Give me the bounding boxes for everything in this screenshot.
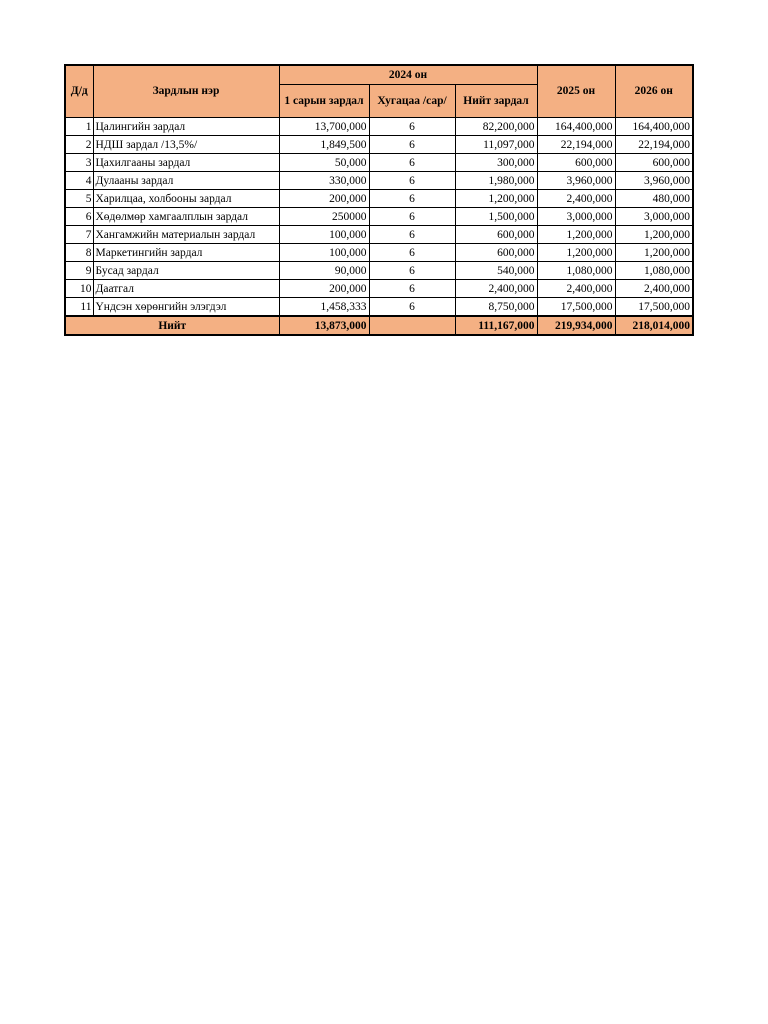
duration-months: 6 — [369, 262, 455, 280]
cost-2025: 1,200,000 — [537, 226, 615, 244]
row-number: 2 — [65, 136, 93, 154]
total-cost: 11,097,000 — [455, 136, 537, 154]
duration-months: 6 — [369, 172, 455, 190]
row-number: 9 — [65, 262, 93, 280]
table-row — [65, 298, 693, 317]
duration-months: 6 — [369, 280, 455, 298]
monthly-cost: 100,000 — [279, 226, 369, 244]
total-cost: 1,500,000 — [455, 208, 537, 226]
expense-name: Даатгал — [93, 280, 279, 298]
cost-2025: 22,194,000 — [537, 136, 615, 154]
total-cost: 2,400,000 — [455, 280, 537, 298]
header-total-cost: Нийт зардал — [455, 85, 537, 118]
expense-table — [64, 64, 694, 336]
monthly-cost: 1,458,333 — [279, 298, 369, 317]
duration-months: 6 — [369, 298, 455, 317]
cost-2026: 22,194,000 — [615, 136, 693, 154]
total-2026: 218,014,000 — [615, 316, 693, 335]
table-row — [65, 262, 693, 280]
total-2025: 219,934,000 — [537, 316, 615, 335]
monthly-cost: 200,000 — [279, 280, 369, 298]
table-row — [65, 208, 693, 226]
monthly-cost: 100,000 — [279, 244, 369, 262]
row-number: 5 — [65, 190, 93, 208]
duration-months: 6 — [369, 208, 455, 226]
total-row — [65, 316, 693, 335]
total-duration — [369, 316, 455, 335]
monthly-cost: 90,000 — [279, 262, 369, 280]
cost-2026: 164,400,000 — [615, 118, 693, 136]
cost-2026: 2,400,000 — [615, 280, 693, 298]
cost-2026: 17,500,000 — [615, 298, 693, 317]
duration-months: 6 — [369, 190, 455, 208]
duration-months: 6 — [369, 154, 455, 172]
row-number: 6 — [65, 208, 93, 226]
cost-2025: 2,400,000 — [537, 280, 615, 298]
row-number: 10 — [65, 280, 93, 298]
total-cost: 300,000 — [455, 154, 537, 172]
monthly-cost: 13,700,000 — [279, 118, 369, 136]
cost-2025: 3,960,000 — [537, 172, 615, 190]
header-expense-name: Зардлын нэр — [93, 65, 279, 118]
expense-name: Үндсэн хөрөнгийн элэгдэл — [93, 298, 279, 317]
row-number: 8 — [65, 244, 93, 262]
total-cost: 540,000 — [455, 262, 537, 280]
monthly-cost: 50,000 — [279, 154, 369, 172]
cost-2026: 3,000,000 — [615, 208, 693, 226]
header-duration: Хугацаа /сар/ — [369, 85, 455, 118]
monthly-cost: 200,000 — [279, 190, 369, 208]
expense-name: Цахилгааны зардал — [93, 154, 279, 172]
monthly-cost: 250000 — [279, 208, 369, 226]
monthly-cost: 330,000 — [279, 172, 369, 190]
table-row — [65, 136, 693, 154]
cost-2026: 480,000 — [615, 190, 693, 208]
total-cost: 1,200,000 — [455, 190, 537, 208]
row-number: 11 — [65, 298, 93, 317]
table-row — [65, 280, 693, 298]
expense-name: Хөдөлмөр хамгаалплын зардал — [93, 208, 279, 226]
table-body — [65, 118, 693, 317]
duration-months: 6 — [369, 118, 455, 136]
cost-2025: 2,400,000 — [537, 190, 615, 208]
expense-name: Дулааны зардал — [93, 172, 279, 190]
header-no: Д/д — [65, 65, 93, 118]
duration-months: 6 — [369, 226, 455, 244]
cost-2025: 1,080,000 — [537, 262, 615, 280]
cost-2026: 3,960,000 — [615, 172, 693, 190]
table-row — [65, 172, 693, 190]
cost-2025: 3,000,000 — [537, 208, 615, 226]
cost-2026: 1,200,000 — [615, 226, 693, 244]
total-label: Нийт — [65, 316, 279, 335]
table-row — [65, 244, 693, 262]
expense-name: Бусад зардал — [93, 262, 279, 280]
table-row — [65, 190, 693, 208]
header-year-2024: 2024 он — [279, 65, 537, 85]
table-row — [65, 118, 693, 136]
expense-name: Цалингийн зардал — [93, 118, 279, 136]
cost-2026: 1,200,000 — [615, 244, 693, 262]
duration-months: 6 — [369, 136, 455, 154]
cost-2025: 164,400,000 — [537, 118, 615, 136]
cost-2025: 1,200,000 — [537, 244, 615, 262]
total-cost: 8,750,000 — [455, 298, 537, 317]
row-number: 1 — [65, 118, 93, 136]
row-number: 7 — [65, 226, 93, 244]
expense-name: НДШ зардал /13,5%/ — [93, 136, 279, 154]
total-sum: 111,167,000 — [455, 316, 537, 335]
total-cost: 1,980,000 — [455, 172, 537, 190]
total-monthly: 13,873,000 — [279, 316, 369, 335]
cost-2026: 1,080,000 — [615, 262, 693, 280]
expense-name: Хангамжийн материалын зардал — [93, 226, 279, 244]
total-cost: 600,000 — [455, 244, 537, 262]
table-row — [65, 154, 693, 172]
header-year-2025: 2025 он — [537, 65, 615, 118]
cost-2025: 17,500,000 — [537, 298, 615, 317]
expense-name: Харилцаа, холбооны зардал — [93, 190, 279, 208]
duration-months: 6 — [369, 244, 455, 262]
monthly-cost: 1,849,500 — [279, 136, 369, 154]
total-cost: 82,200,000 — [455, 118, 537, 136]
table-row — [65, 226, 693, 244]
header-monthly-cost: 1 сарын зардал — [279, 85, 369, 118]
row-number: 3 — [65, 154, 93, 172]
expense-name: Маркетингийн зардал — [93, 244, 279, 262]
cost-2025: 600,000 — [537, 154, 615, 172]
total-cost: 600,000 — [455, 226, 537, 244]
row-number: 4 — [65, 172, 93, 190]
header-year-2026: 2026 он — [615, 65, 693, 118]
cost-2026: 600,000 — [615, 154, 693, 172]
